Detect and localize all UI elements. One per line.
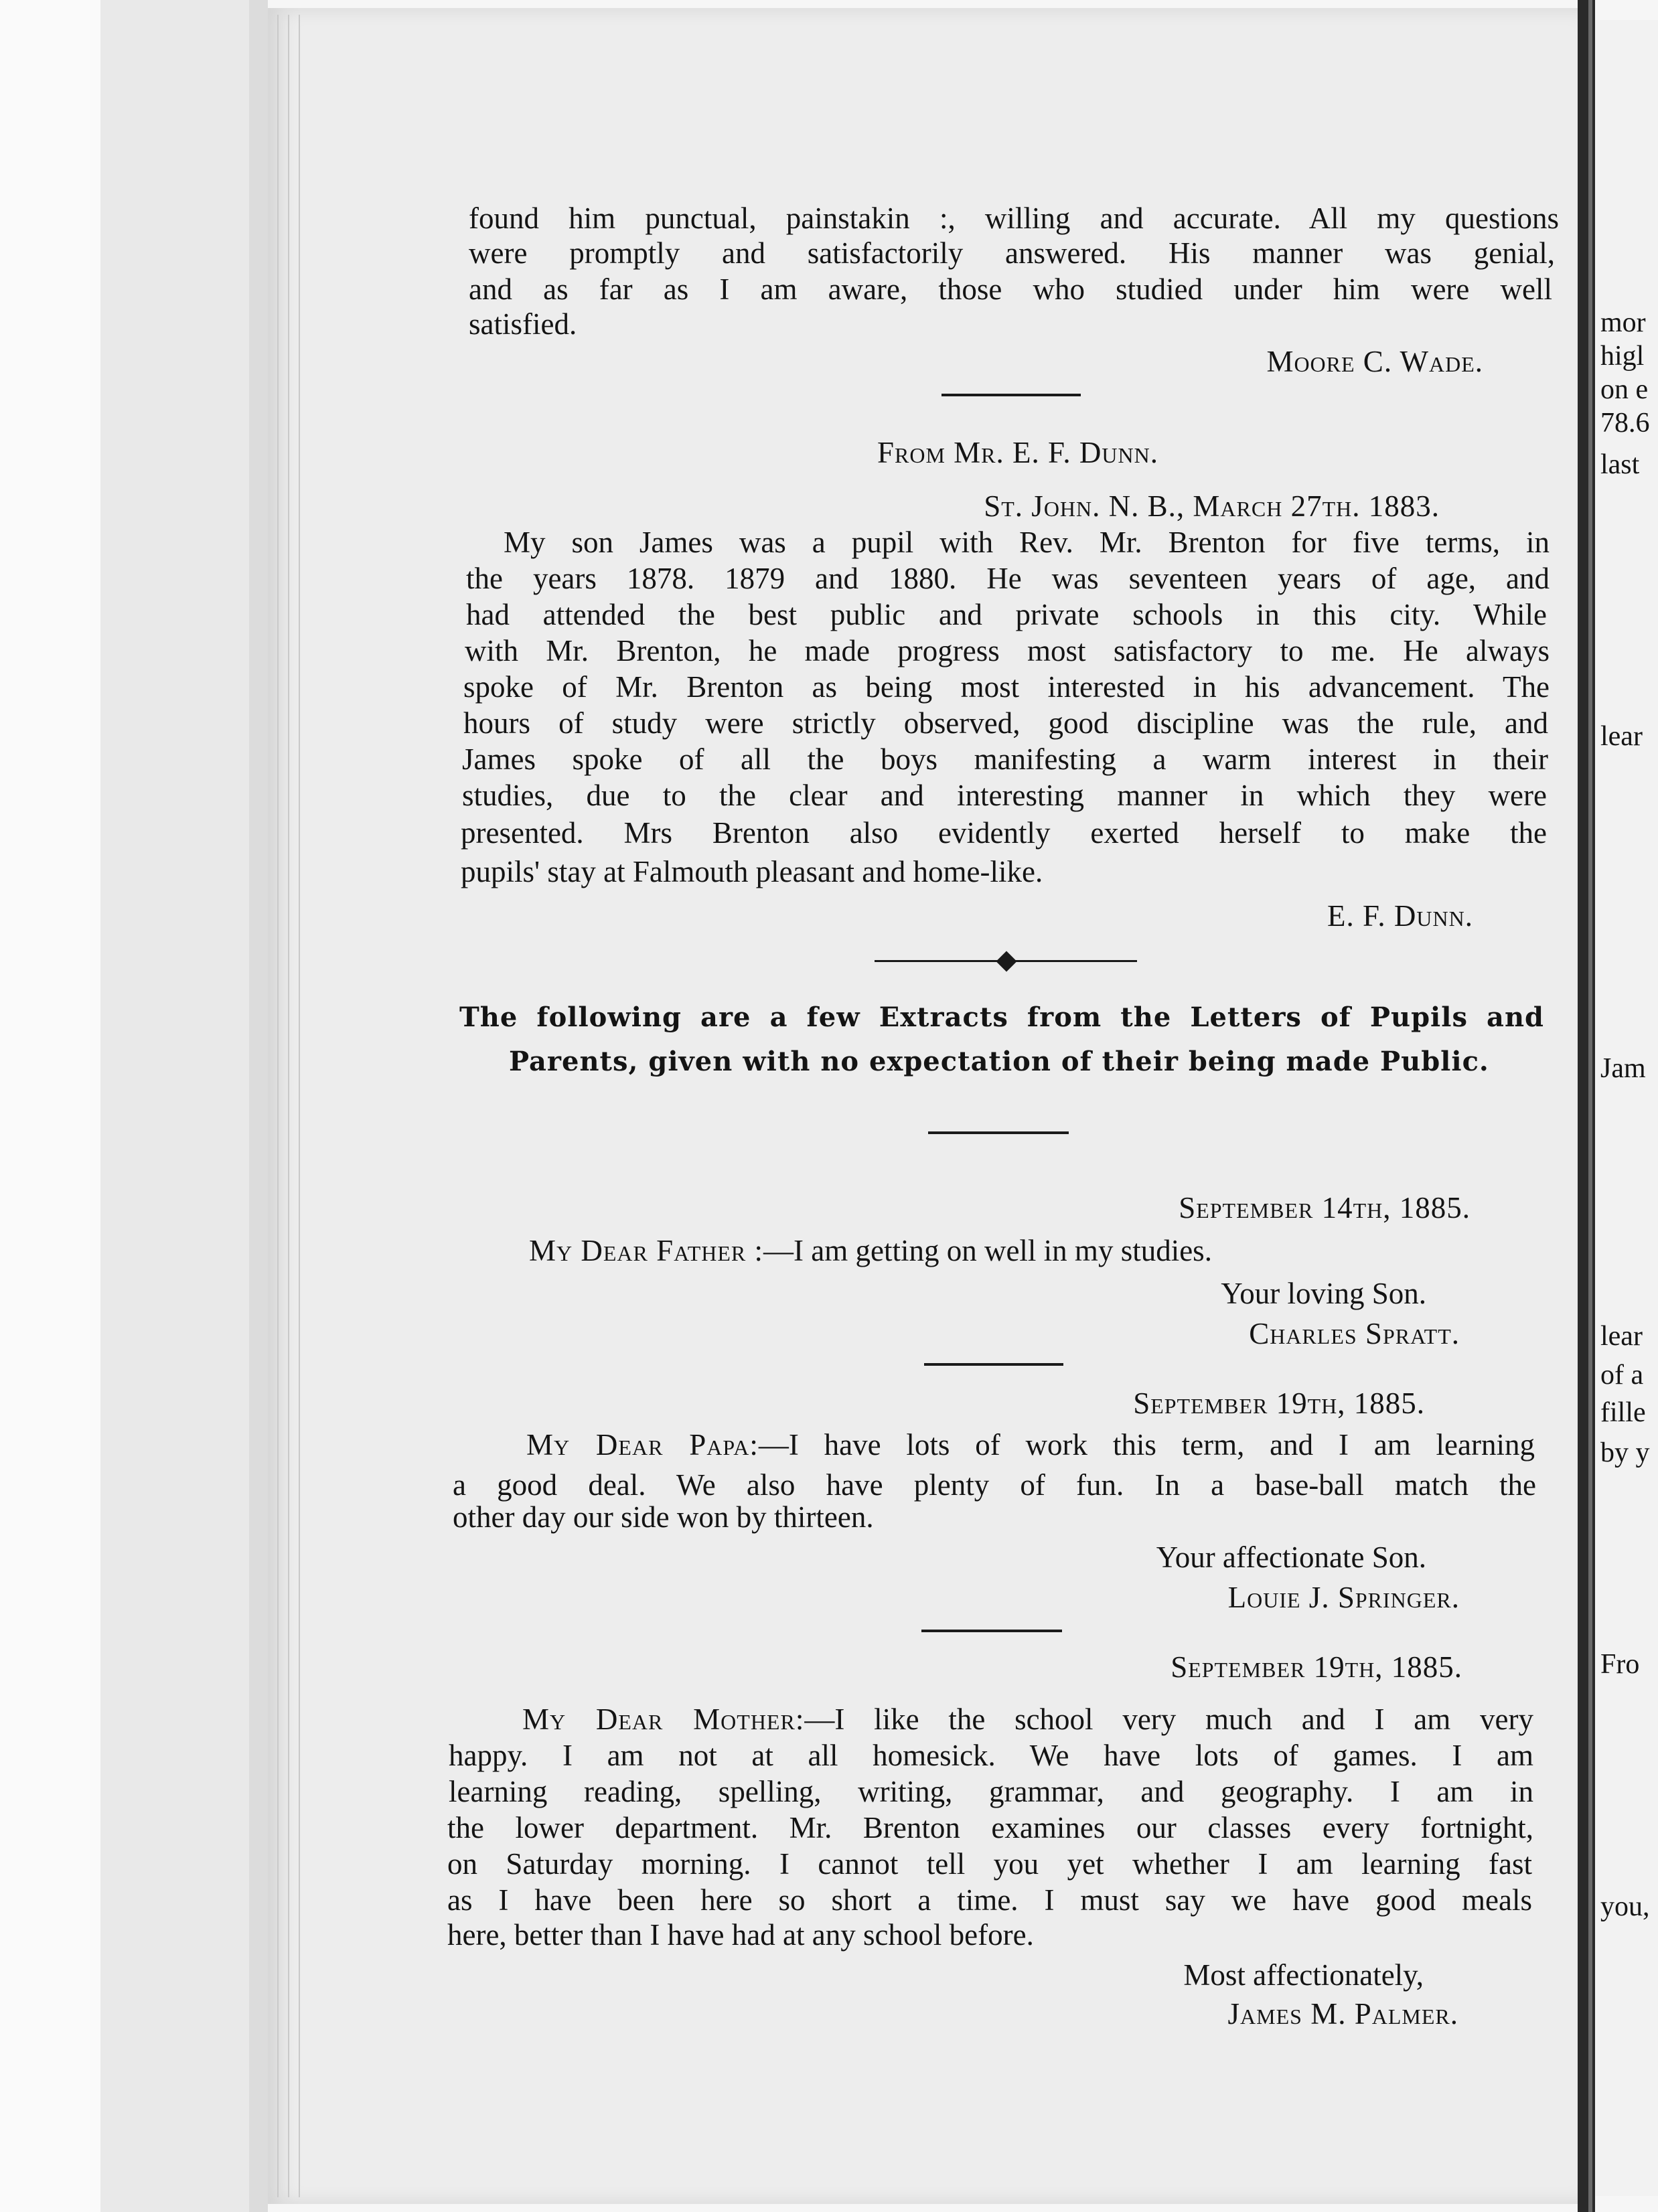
section-rule: [941, 394, 1081, 396]
body-line: were promptly and satisfactorily answered. His manner was genial,: [469, 236, 1555, 270]
letter-line: [529, 1233, 1212, 1268]
salutation: My Dear Papa:: [526, 1428, 759, 1462]
letter-line: learning reading, spelling, writing, grammar, and geography. I am in: [449, 1775, 1533, 1808]
letter-line: other day our side won by thirteen.: [453, 1500, 874, 1534]
adjacent-fragment: by y: [1600, 1437, 1650, 1468]
letter-line: happy. I am not at all homesick. We have lots of games. I am: [449, 1739, 1533, 1772]
adjacent-fragment: lear: [1600, 721, 1643, 752]
body-line: James spoke of all the boys manifesting a warm interest in their: [462, 742, 1548, 776]
letter-line: here, better than I have had at any school before.: [447, 1918, 1034, 1952]
adjacent-fragment: mor: [1600, 307, 1646, 338]
body-line: hours of study were strictly observed, good discipline was the rule, and: [463, 706, 1548, 740]
body-line: spoke of Mr. Brenton as being most interested in his advancement. The: [463, 670, 1550, 704]
letter-line: the lower department. Mr. Brenton examines our classes every fortnight,: [447, 1811, 1533, 1844]
page-edge-line: [288, 15, 289, 2197]
closing: Your loving Son.: [1221, 1277, 1426, 1310]
signature: Charles Spratt.: [1249, 1317, 1460, 1350]
body-line: My son James was a pupil with Rev. Mr. Brenton for five terms, in: [504, 526, 1550, 559]
body-line: pupils' stay at Falmouth pleasant and home-like.: [461, 855, 1043, 888]
salutation: My Dear Mother:: [522, 1703, 805, 1736]
body-line: had attended the best public and private schools in this city. While: [466, 598, 1547, 631]
closing: Most affectionately,: [1183, 1958, 1424, 1992]
left-margin-strip: [0, 0, 100, 2212]
letter-date: September 19th, 1885.: [1171, 1650, 1462, 1684]
body-line: and as far as I am aware, those who studied under him were well: [469, 272, 1552, 306]
signature: Louie J. Springer.: [1227, 1581, 1460, 1614]
adjacent-fragment: last: [1600, 449, 1640, 480]
adjacent-fragment: Jam: [1600, 1053, 1646, 1084]
adjacent-fragment: you,: [1600, 1891, 1650, 1922]
body-line: presented. Mrs Brenton also evidently exerted herself to make the: [461, 816, 1547, 850]
letter-line: as I have been here so short a time. I must say we have good meals: [447, 1883, 1532, 1917]
body-line: satisfied.: [469, 307, 577, 341]
section-rule: [928, 1131, 1069, 1134]
adjacent-fragment: fille: [1600, 1397, 1646, 1428]
letter-text: —I have lots of work this term, and I am learning: [758, 1428, 1535, 1462]
salutation: My Dear Father :: [529, 1234, 764, 1267]
section-heading-line: Parents, given with no expectation of their being made Public.: [509, 1046, 1489, 1077]
adjacent-fragment: on e: [1600, 374, 1649, 405]
body-line: with Mr. Brenton, he made progress most satisfactory to me. He always: [465, 634, 1550, 667]
adjacent-fragment: 78.6: [1600, 408, 1650, 439]
page-edge-line: [277, 15, 279, 2197]
section-heading-line: The following are a few Extracts from the Letters of Pupils and: [459, 1002, 1544, 1033]
letter-line: a good deal. We also have plenty of fun. In a base-ball match the: [453, 1468, 1536, 1502]
adjacent-fragment: lear: [1600, 1321, 1643, 1352]
letter-line: [522, 1702, 1533, 1737]
letter-text: —I am getting on well in my studies.: [763, 1234, 1212, 1267]
signature: James M. Palmer.: [1227, 1997, 1458, 2031]
adjacent-fragment: higl: [1600, 341, 1645, 372]
letter-heading: From Mr. E. F. Dunn.: [877, 436, 1159, 469]
closing: Your affectionate Son.: [1156, 1540, 1426, 1574]
page-edge-line: [299, 15, 300, 2197]
letter-text: —I like the school very much and I am very: [804, 1703, 1533, 1736]
book-gutter: [1578, 0, 1595, 2212]
page-stack-edge: [249, 0, 268, 2212]
letter-line: on Saturday morning. I cannot tell you yet whether I am learning fast: [447, 1847, 1532, 1881]
section-rule: [924, 1363, 1063, 1366]
adjacent-fragment: of a: [1600, 1360, 1644, 1391]
letter-date: September 14th, 1885.: [1179, 1191, 1471, 1224]
adjacent-fragment: Fro: [1600, 1649, 1640, 1680]
letter-line: [526, 1427, 1535, 1462]
letter-date: September 19th, 1885.: [1133, 1387, 1425, 1420]
body-line: studies, due to the clear and interesting manner in which they were: [462, 779, 1547, 812]
signature: Moore C. Wade.: [1266, 345, 1483, 378]
dateline: St. John. N. B., March 27th. 1883.: [984, 489, 1440, 523]
left-page-stack: [100, 0, 268, 2212]
signature: E. F. Dunn.: [1327, 899, 1473, 933]
book-gutter-inner: [1588, 0, 1592, 2212]
body-line: found him punctual, painstakin :, willing and accurate. All my questions: [469, 202, 1559, 235]
body-line: the years 1878. 1879 and 1880. He was seventeen years of age, and: [466, 562, 1550, 595]
section-rule: [921, 1630, 1062, 1632]
